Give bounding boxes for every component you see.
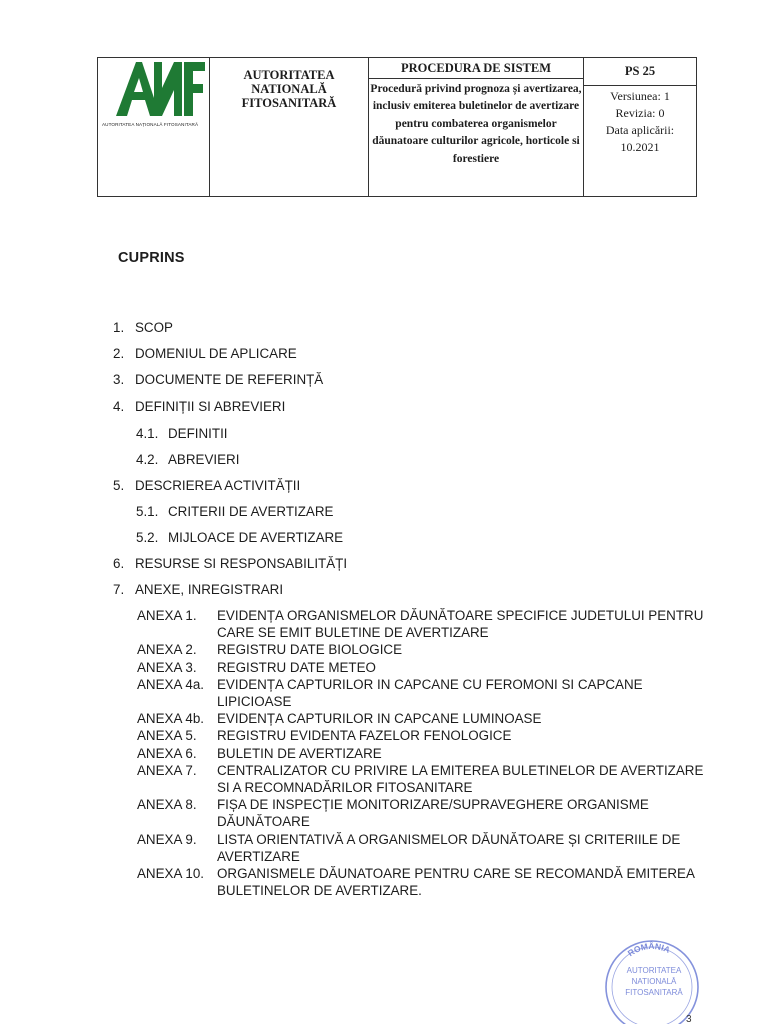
- toc-label: ABREVIERI: [168, 452, 240, 467]
- annex-label: ANEXA 1.: [137, 608, 197, 623]
- annex-label: ANEXA 6.: [137, 745, 197, 761]
- toc-number: 2.: [113, 346, 125, 361]
- annex-item: [137, 762, 707, 796]
- annex-item: [137, 676, 707, 710]
- official-stamp: [598, 931, 706, 1024]
- annex-label: ANEXA 2.: [137, 642, 197, 658]
- stamp-line: AUTORITATEA: [626, 966, 682, 975]
- toc-item-definitii: [136, 426, 228, 441]
- anf-logo-icon: [98, 58, 209, 122]
- toc-label: CRITERII DE AVERTIZARE: [168, 504, 334, 519]
- document-code-cell: [584, 58, 697, 197]
- toc-item-abrevieri: [136, 452, 239, 467]
- annex-text: EVIDENȚA CAPTURILOR IN CAPCANE CU FEROMONI SI CAPCANE LIPICIOASE: [217, 676, 643, 710]
- toc-label: DOMENIUL DE APLICARE: [135, 346, 297, 361]
- toc-label: MIJLOACE DE AVERTIZARE: [168, 530, 344, 545]
- annex-label: ANEXA 3.: [137, 659, 197, 675]
- annex-label: ANEXA 5.: [137, 728, 197, 744]
- applied-label: Data aplicării:: [605, 123, 675, 137]
- stamp-top-text: ROMÂNIA: [625, 940, 672, 959]
- stamp-line: FITOSANITARĂ: [625, 988, 683, 997]
- annex-label: ANEXA 8.: [137, 797, 197, 813]
- procedure-type: PROCEDURA DE SISTEM: [369, 58, 583, 79]
- annex-text: CENTRALIZATOR CU PRIVIRE LA EMITEREA BULETINELOR DE AVERTIZARE SI A RECOMNADĂRILOR FITOSANITARE: [217, 762, 704, 796]
- annex-item: [137, 745, 707, 762]
- toc-number: 4.: [113, 399, 125, 414]
- annex-label: ANEXA 4a.: [137, 676, 204, 692]
- toc-number: 4.2.: [136, 452, 159, 467]
- logo-cell: [98, 58, 210, 197]
- toc-label: ANEXE, INREGISTRARI: [135, 582, 284, 597]
- toc-title: CUPRINS: [118, 250, 185, 266]
- annex-text: EVIDENȚA CAPTURILOR IN CAPCANE LUMINOASE: [217, 711, 542, 727]
- procedure-title: Procedură privind prognoza și avertizarea, inclusiv emiterea buletinelor de avertizare pentru combaterea organismelor dăunatoare culturilor agricole, horticole si forestiere: [370, 83, 582, 165]
- organization-line: FITOSANITARĂ: [241, 96, 337, 110]
- annex-text: FIȘA DE INSPECȚIE MONITORIZARE/SUPRAVEGHERE ORGANISME DĂUNĂTOARE: [217, 797, 649, 830]
- toc-label: SCOP: [135, 320, 173, 335]
- annex-item: [137, 641, 707, 658]
- page-number: 3: [686, 1014, 692, 1025]
- annex-label: ANEXA 7.: [137, 762, 197, 778]
- toc-item-descrierea: [113, 478, 300, 493]
- toc-item-criterii: [136, 504, 333, 519]
- anf-logo: [98, 58, 209, 133]
- toc-item-anexe: [113, 582, 283, 597]
- version-text: Versiunea: 1: [610, 89, 670, 103]
- toc-number: 5.1.: [136, 504, 159, 519]
- annex-label: ANEXA 4b.: [137, 711, 204, 727]
- annex-item: [137, 831, 707, 865]
- annex-item: [137, 796, 707, 830]
- document-header-table: [97, 57, 697, 197]
- annex-text: BULETIN DE AVERTIZARE: [217, 745, 382, 761]
- annex-text: EVIDENȚA ORGANISMELOR DĂUNĂTOARE SPECIFICE JUDETULUI PENTRU CARE SE EMIT BULETINE DE AVERTIZARE: [217, 608, 704, 641]
- annex-label: ANEXA 9.: [137, 831, 197, 847]
- annex-item: [137, 727, 707, 744]
- annex-text: REGISTRU DATE BIOLOGICE: [217, 642, 403, 658]
- toc-item-documente: [113, 372, 323, 387]
- annex-item: [137, 865, 707, 899]
- applied-date: 10.2021: [620, 140, 660, 154]
- organization-line: NATIONALĂ: [251, 82, 327, 96]
- annex-item: [137, 607, 707, 641]
- toc-label: RESURSE SI RESPONSABILITĂȚI: [135, 556, 348, 571]
- annex-text: REGISTRU DATE METEO: [217, 659, 376, 675]
- document-code: PS 25: [584, 58, 696, 86]
- annex-label: ANEXA 10.: [137, 866, 204, 882]
- annex-list: [137, 607, 707, 899]
- annex-text: REGISTRU EVIDENTA FAZELOR FENOLOGICE: [217, 728, 512, 744]
- toc-label: DOCUMENTE DE REFERINȚĂ: [135, 372, 324, 387]
- toc-item-scop: [113, 320, 173, 335]
- toc-number: 7.: [113, 582, 125, 597]
- toc-number: 3.: [113, 372, 125, 387]
- toc-number: 1.: [113, 320, 125, 335]
- stamp-line: NATIONALĂ: [631, 977, 677, 986]
- revision-text: Revizia: 0: [615, 106, 665, 120]
- toc-number: 4.1.: [136, 426, 159, 441]
- toc-item-resurse: [113, 556, 347, 571]
- organization-cell: [210, 58, 369, 197]
- procedure-cell: [369, 58, 584, 197]
- toc-item-domeniul: [113, 346, 297, 361]
- annex-item: [137, 659, 707, 676]
- toc-number: 5.2.: [136, 530, 159, 545]
- toc-label: DEFINITII: [168, 426, 228, 441]
- toc-item-definitii-abrevieri: [113, 399, 285, 414]
- toc-label: DESCRIEREA ACTIVITĂȚII: [135, 478, 301, 493]
- toc-number: 6.: [113, 556, 125, 571]
- annex-item: [137, 710, 707, 727]
- toc-label: DEFINIȚII SI ABREVIERI: [135, 399, 286, 414]
- annex-text: LISTA ORIENTATIVĂ A ORGANISMELOR DĂUNĂTOARE ȘI CRITERIILE DE AVERTIZARE: [217, 831, 681, 864]
- organization-line: AUTORITATEA: [243, 68, 335, 82]
- toc-item-mijloace: [136, 530, 343, 545]
- toc-number: 5.: [113, 478, 125, 493]
- logo-caption: AUTORITATEA NAȚIONALĂ FITOSANITARĂ: [102, 122, 199, 127]
- annex-text: ORGANISMELE DĂUNATOARE PENTRU CARE SE RECOMANDĂ EMITEREA BULETINELOR DE AVERTIZARE.: [217, 866, 695, 899]
